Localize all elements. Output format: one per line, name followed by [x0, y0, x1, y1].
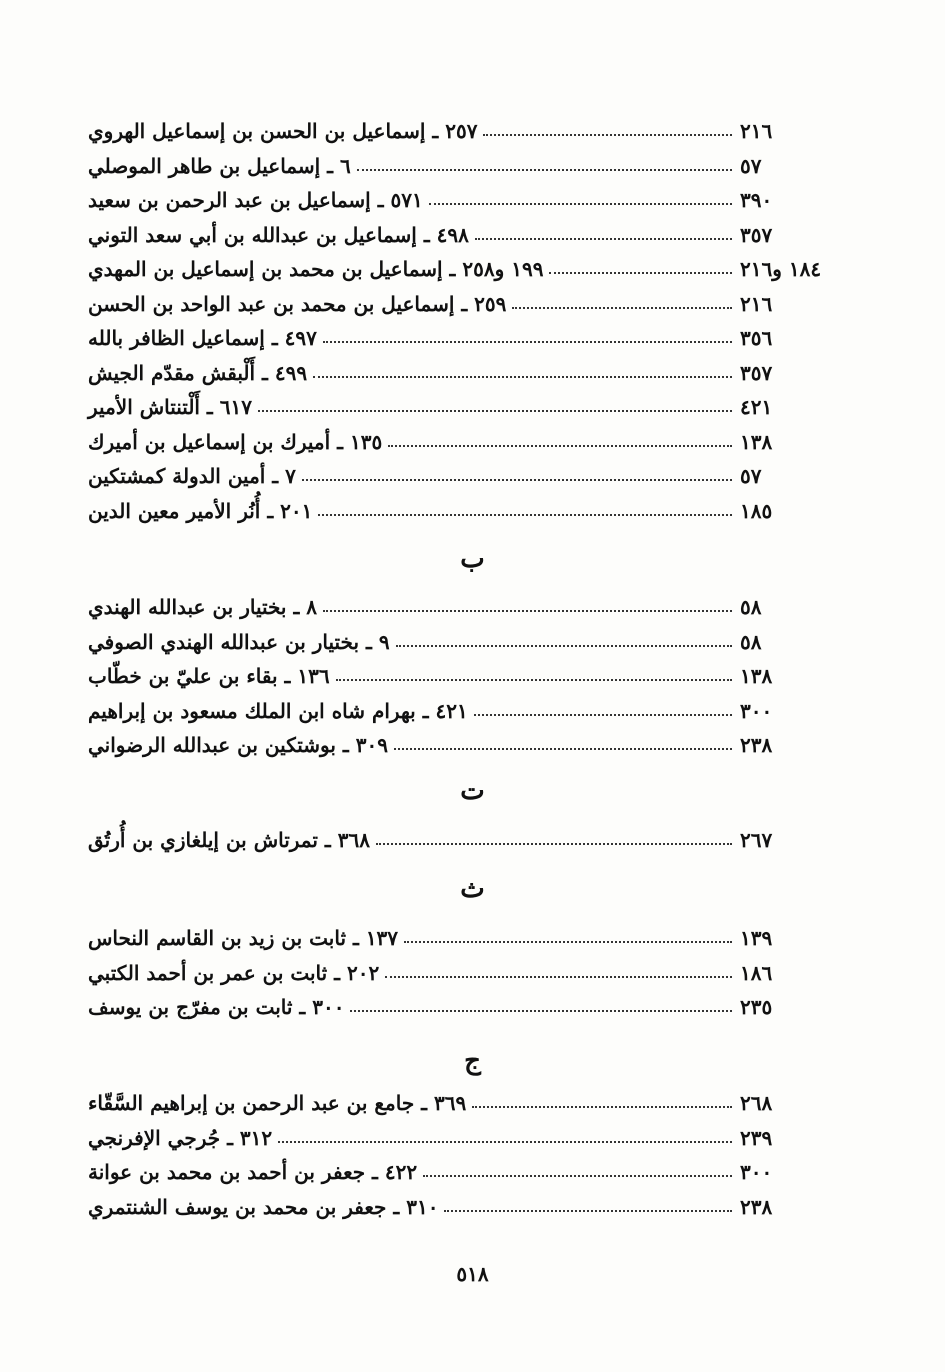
index-entry: [80, 1121, 840, 1156]
entry-name: ٤٢٢ ـ جعفر بن أحمد بن محمد بن عوانة: [88, 1160, 418, 1185]
entry-name: ٣٦٨ ـ تمرتاش بن إيلغازي بن أُرتُق: [88, 828, 370, 853]
entry-name: ٣٦٩ ـ جامع بن عبد الرحمن بن إبراهيم السَّقّاء: [88, 1091, 467, 1116]
dotted-leader: [394, 748, 732, 750]
dotted-leader: [429, 203, 732, 205]
entry-name: ٤٩٨ ـ إسماعيل بن عبدالله بن أبي سعد التوني: [88, 222, 469, 247]
index-entry: [80, 321, 840, 356]
entry-name: ١٣٦ ـ بقاء بن عليّ بن خطّاب: [88, 664, 330, 689]
entry-name: ٢٥٩ ـ إسماعيل بن محمد بن عبد الواحد بن الحسن: [88, 291, 507, 316]
entry-page: ٣٥٦: [740, 326, 773, 351]
entry-page: ٢٣٩: [740, 1125, 773, 1150]
entry-page: ٢١٦: [740, 119, 773, 144]
entry-page: ٤٢١: [740, 395, 773, 420]
entry-page: ١٣٩: [740, 926, 773, 951]
entry-name: ٥٧١ ـ إسماعيل بن عبد الرحمن بن سعيد: [88, 188, 423, 213]
entry-name: ٣٠٠ ـ ثابت بن مفرّج بن يوسف: [88, 995, 345, 1020]
entry-name: ٤٩٩ ـ أَلْبقش مقدّم الجيش: [88, 360, 308, 385]
index-entry: [80, 390, 840, 425]
entry-name: ٩ ـ بختيار بن عبدالله الهندي الصوفي: [88, 629, 390, 654]
index-section-jim: [80, 1086, 840, 1224]
entry-name: ٤٢١ ـ بهرام شاه ابن الملك مسعود بن إبراهيم: [88, 698, 468, 723]
entry-page: ٢٦٧: [740, 828, 773, 853]
dotted-leader: [385, 976, 732, 978]
dotted-leader: [483, 134, 732, 136]
index-section-ba: [80, 590, 840, 763]
index-entry: [80, 149, 840, 184]
entry-page: ٢١٦: [740, 291, 773, 316]
entry-name: ١٩٩ و٢٥٨ ـ إسماعيل بن محمد بن إسماعيل بن المهدي: [88, 257, 544, 282]
index-entry: [80, 590, 840, 625]
dotted-leader: [512, 307, 732, 309]
entry-page: ١٨٤ و٢١٦: [740, 257, 822, 282]
index-section-alif-continued: [80, 114, 840, 528]
index-entry: [80, 921, 840, 956]
entry-name: ٢٠١ ـ أُنُر الأمير معين الدين: [88, 498, 313, 523]
index-entry: [80, 183, 840, 218]
entry-page: ١٨٥: [740, 498, 773, 523]
entry-name: ١٣٥ ـ أميرك بن إسماعيل بن أميرك: [88, 429, 383, 454]
dotted-leader: [404, 941, 732, 943]
dotted-leader: [357, 169, 732, 171]
entry-name: ٢٠٢ ـ ثابت بن عمر بن أحمد الكتبي: [88, 960, 380, 985]
dotted-leader: [336, 679, 732, 681]
dotted-leader: [318, 514, 732, 516]
dotted-leader: [278, 1141, 732, 1143]
entry-page: ٢٣٨: [740, 733, 773, 758]
entry-name: ٧ ـ أمين الدولة كمشتكين: [88, 464, 296, 489]
index-entry: [80, 218, 840, 253]
index-entry: [80, 823, 840, 858]
index-entry: [80, 114, 840, 149]
entry-name: ٦١٧ ـ أَلْتنتاش الأمير: [88, 395, 252, 420]
index-section-tha: [80, 921, 840, 1025]
entry-page: ٥٨: [740, 595, 762, 620]
letter-heading-ba: ب: [460, 544, 485, 574]
index-section-ta: [80, 823, 840, 858]
dotted-leader: [313, 376, 732, 378]
dotted-leader: [323, 341, 732, 343]
entry-page: ١٣٨: [740, 429, 773, 454]
entry-page: ٢٣٥: [740, 995, 773, 1020]
dotted-leader: [350, 1010, 732, 1012]
dotted-leader: [475, 238, 732, 240]
index-entry: [80, 1155, 840, 1190]
entry-page: ١٣٨: [740, 664, 773, 689]
entry-name: ٤٩٧ ـ إسماعيل الظافر بالله: [88, 326, 317, 351]
dotted-leader: [423, 1175, 732, 1177]
index-entry: [80, 425, 840, 460]
index-entry: [80, 659, 840, 694]
index-entry: [80, 990, 840, 1025]
index-entry: [80, 287, 840, 322]
entry-page: ٣٥٧: [740, 222, 773, 247]
dotted-leader: [258, 410, 732, 412]
entry-page: ٢٦٨: [740, 1091, 773, 1116]
page-number: ٥١٨: [456, 1262, 489, 1286]
index-entry: [80, 694, 840, 729]
index-entry: [80, 252, 840, 287]
dotted-leader: [388, 445, 732, 447]
entry-page: ١٨٦: [740, 960, 773, 985]
index-entry: [80, 1190, 840, 1225]
index-entry: [80, 625, 840, 660]
index-entry: [80, 356, 840, 391]
entry-page: ٣٩٠: [740, 188, 773, 213]
entry-page: ٣٠٠: [740, 1160, 773, 1185]
entry-page: ٥٨: [740, 629, 762, 654]
letter-heading-jim: ج: [464, 1046, 481, 1076]
dotted-leader: [396, 645, 732, 647]
dotted-leader: [302, 479, 732, 481]
entry-page: ٥٧: [740, 153, 762, 178]
dotted-leader: [323, 610, 732, 612]
entry-name: ٣٠٩ ـ بوشتكين بن عبدالله الرضواني: [88, 733, 388, 758]
index-entry: [80, 459, 840, 494]
entry-name: ٦ ـ إسماعيل بن طاهر الموصلي: [88, 153, 351, 178]
entry-name: ١٣٧ ـ ثابت بن زيد بن القاسم النحاس: [88, 926, 399, 951]
dotted-leader: [472, 1106, 732, 1108]
index-entry: [80, 1086, 840, 1121]
entry-page: ٣٠٠: [740, 698, 773, 723]
dotted-leader: [376, 843, 732, 845]
dotted-leader: [474, 714, 732, 716]
entry-name: ٣١٠ ـ جعفر بن محمد بن يوسف الشنتمري: [88, 1194, 439, 1219]
entry-name: ٣١٢ ـ جُرجي الإفرنجي: [88, 1125, 273, 1150]
letter-heading-ta: ت: [460, 776, 485, 806]
dotted-leader: [549, 272, 732, 274]
dotted-leader: [444, 1210, 732, 1212]
index-entry: [80, 494, 840, 529]
letter-heading-tha: ث: [460, 874, 485, 904]
index-entry: [80, 956, 840, 991]
entry-page: ٣٥٧: [740, 360, 773, 385]
entry-name: ٢٥٧ ـ إسماعيل بن الحسن بن إسماعيل الهروي: [88, 119, 478, 144]
entry-name: ٨ ـ بختيار بن عبدالله الهندي: [88, 595, 318, 620]
entry-page: ٥٧: [740, 464, 762, 489]
index-entry: [80, 728, 840, 763]
entry-page: ٢٣٨: [740, 1194, 773, 1219]
